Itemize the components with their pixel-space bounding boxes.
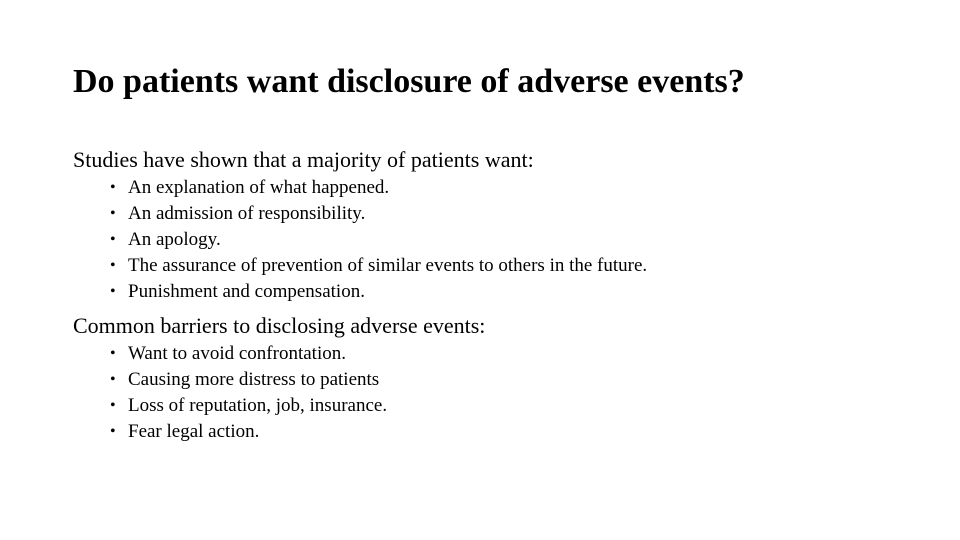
slide-title: Do patients want disclosure of adverse events?: [73, 63, 745, 100]
bullet-item: [110, 279, 647, 305]
bullet-icon: •: [110, 423, 116, 440]
bullet-list-patient-wants: [110, 175, 647, 305]
bullet-item: [110, 393, 387, 419]
bullet-icon: •: [110, 345, 116, 362]
bullet-text: An explanation of what happened.: [128, 177, 390, 198]
section-heading-patient-wants: Studies have shown that a majority of patients want:: [73, 147, 534, 172]
bullet-text: Punishment and compensation.: [128, 281, 365, 302]
bullet-text: Want to avoid confrontation.: [128, 343, 346, 364]
bullet-icon: •: [110, 397, 116, 414]
bullet-text: The assurance of prevention of similar events to others in the future.: [128, 255, 648, 276]
bullet-text: An apology.: [128, 229, 221, 250]
bullet-icon: •: [110, 179, 116, 196]
bullet-text: Loss of reputation, job, insurance.: [128, 395, 388, 416]
bullet-item: [110, 367, 387, 393]
bullet-item: [110, 253, 647, 279]
bullet-item: [110, 201, 647, 227]
bullet-icon: •: [110, 205, 116, 222]
bullet-item: [110, 227, 647, 253]
bullet-icon: •: [110, 371, 116, 388]
bullet-icon: •: [110, 257, 116, 274]
bullet-item: [110, 341, 387, 367]
section-heading-barriers: Common barriers to disclosing adverse events:: [73, 313, 486, 338]
bullet-item: [110, 175, 647, 201]
bullet-text: An admission of responsibility.: [128, 203, 366, 224]
bullet-icon: •: [110, 283, 116, 300]
bullet-icon: •: [110, 231, 116, 248]
bullet-text: Causing more distress to patients: [128, 369, 380, 390]
bullet-item: [110, 419, 387, 445]
bullet-text: Fear legal action.: [128, 421, 260, 442]
bullet-list-barriers: [110, 341, 387, 445]
